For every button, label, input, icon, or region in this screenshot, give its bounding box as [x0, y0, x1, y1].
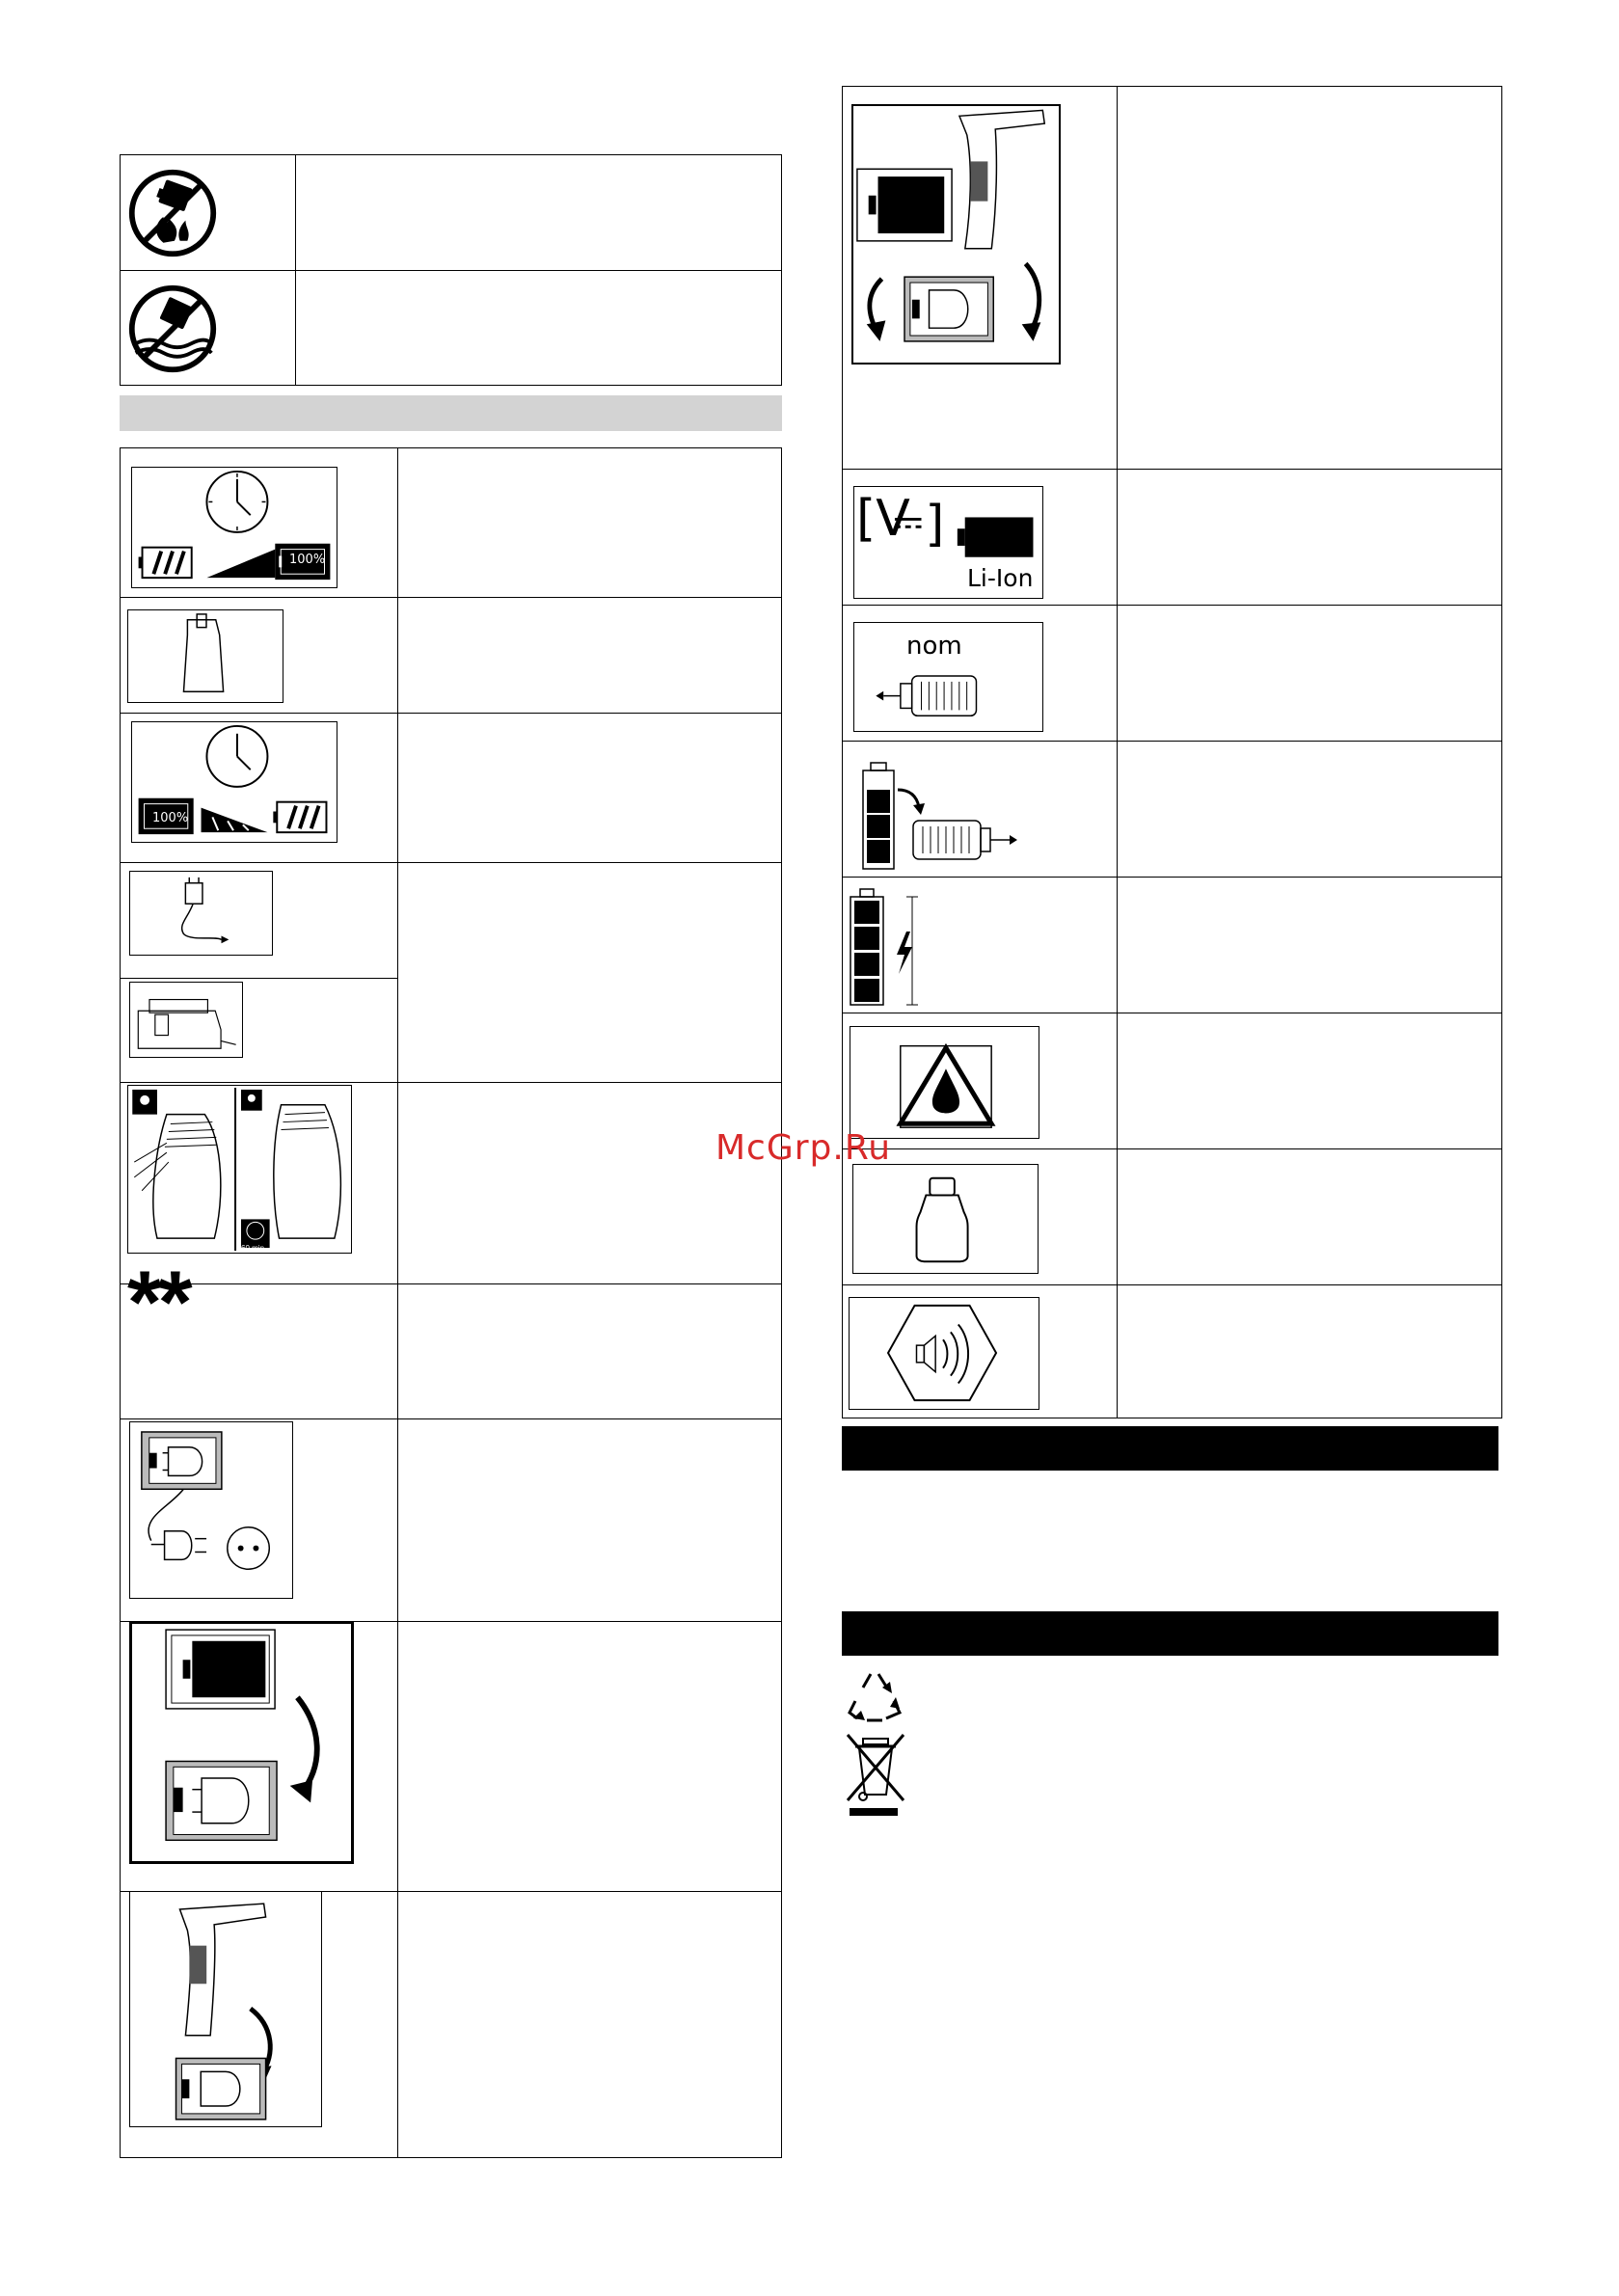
warning-liquid-icon — [850, 1026, 1039, 1139]
svg-text:]: ] — [925, 496, 945, 554]
battery-to-charger-icon — [129, 1621, 354, 1864]
battery-motor-icon — [861, 757, 1025, 873]
motor-rating-label: nom — [906, 632, 962, 661]
weight-icon — [852, 1164, 1039, 1274]
battery-percent-label: 100% — [289, 553, 326, 567]
battery-removal-icon — [851, 104, 1061, 365]
voltage-mark: [V — [856, 490, 910, 548]
charger-socket-icon — [129, 1421, 293, 1599]
section-heading-bar-2 — [842, 1611, 1498, 1656]
section-heading-bar — [120, 395, 782, 431]
battery-pack-icon — [127, 609, 283, 703]
no-fire-battery-icon — [126, 167, 219, 259]
section-heading-bar-1 — [842, 1426, 1498, 1471]
battery-type-label: Li-Ion — [967, 564, 1034, 592]
battery-percent-label-2: 100% — [152, 811, 189, 825]
recycling-icon — [844, 1668, 907, 1726]
charging-station-icon — [129, 982, 243, 1058]
charge-time-battery-icon — [131, 467, 337, 588]
battery-energy-icon — [847, 885, 933, 1009]
no-water-battery-icon — [126, 283, 219, 375]
charger-plug-icon — [129, 871, 273, 956]
watermark: McGrp.Ru — [715, 1128, 892, 1168]
sound-level-icon — [849, 1297, 1039, 1410]
charge-timer-label: 60 min — [241, 1244, 265, 1253]
footnote-mark: ** — [127, 1254, 189, 1352]
device-to-charger-icon — [129, 1891, 322, 2127]
led-indicator-icon — [127, 1085, 352, 1254]
safety-symbol-table — [120, 154, 782, 386]
crossed-bin-icon — [844, 1731, 907, 1820]
